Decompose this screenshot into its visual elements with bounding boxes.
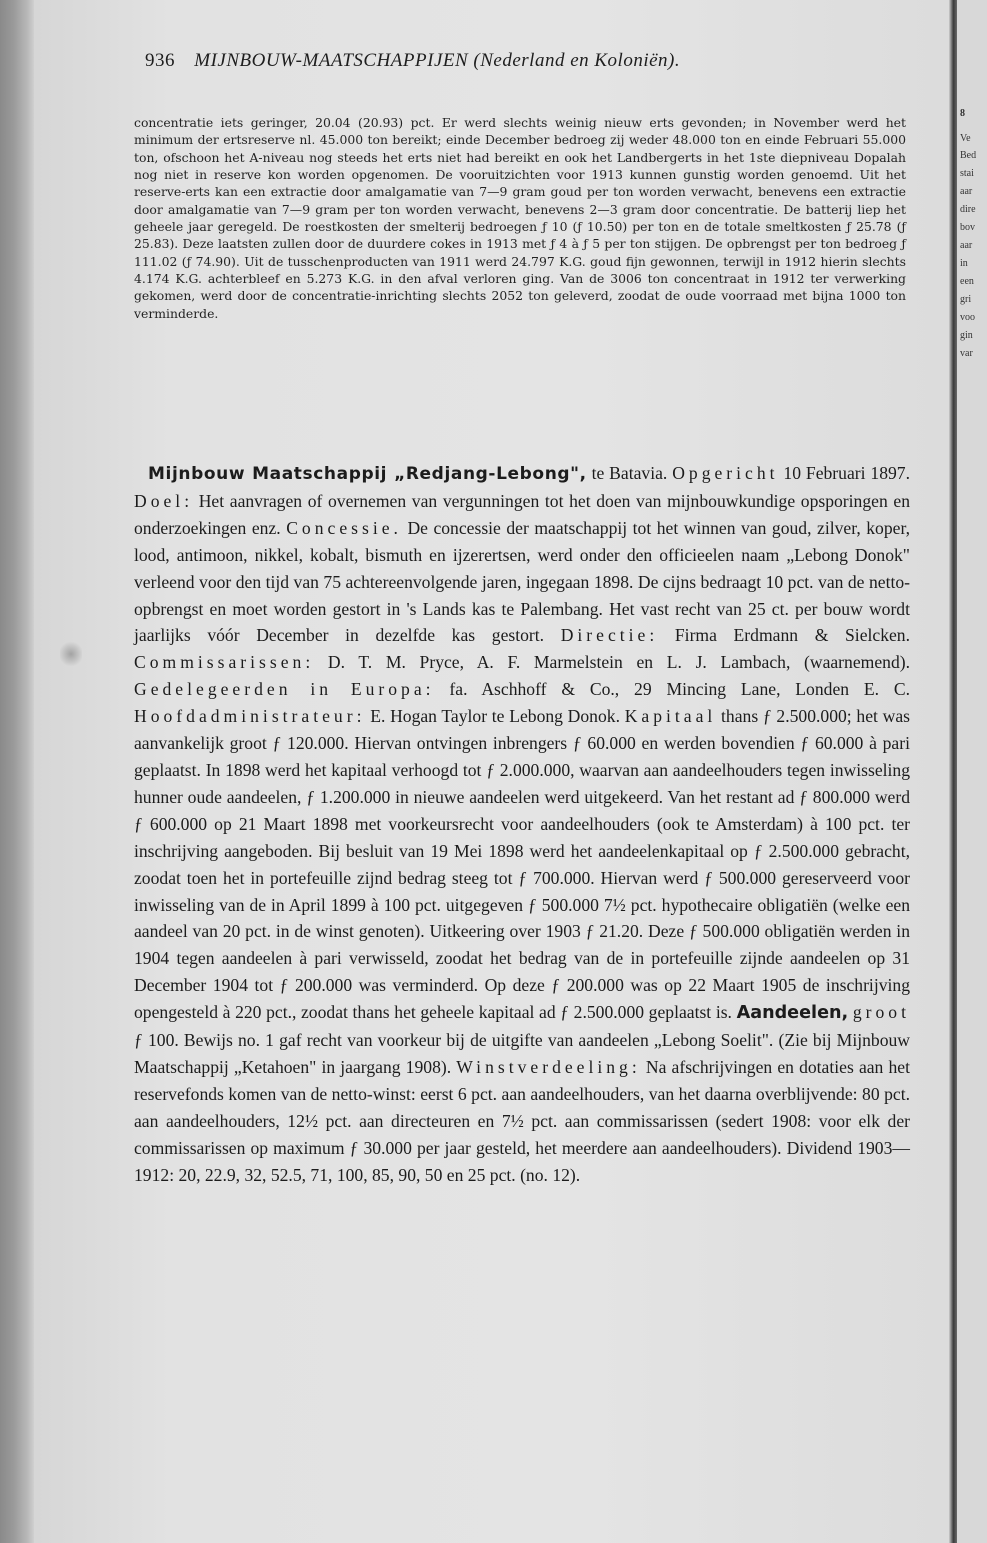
company-name: Mijnbouw Maatschappij „Redjang-Lebong",: [148, 464, 587, 484]
adjacent-fragment: Bed: [960, 150, 977, 161]
adjacent-fragment: voo: [960, 312, 975, 323]
label-gedelegeerden: Gedelegeerden in Europa:: [134, 679, 435, 700]
adjacent-fragment: stai: [960, 168, 974, 179]
running-title: MIJNBOUW-MAATSCHAPPIJEN (Nederland en Koloniën).: [194, 50, 681, 71]
company-location: te Batavia.: [586, 463, 668, 483]
adjacent-fragment: 8: [960, 108, 965, 119]
adjacent-page-edge: [957, 0, 987, 1543]
label-aandeelen: Aandeelen,: [736, 1003, 849, 1024]
page-number: 936: [145, 50, 175, 71]
label-groot: groot: [852, 1002, 910, 1023]
text-doel: Het aanvragen of overnemen van vergunningen tot het doen van mijnbouwkundige opsporingen en onderzoekingen enz.: [134, 490, 910, 538]
label-commissarissen: Commissarissen:: [134, 652, 315, 673]
text-commissarissen: D. T. M. Pryce, A. F. Marmelstein en L. J. Lambach, (waarnemend).: [314, 652, 910, 673]
adjacent-fragment: aar: [960, 186, 973, 197]
ink-smudge: [60, 640, 82, 668]
label-doel: Doel:: [134, 490, 194, 511]
company-entry: [134, 460, 910, 1188]
label-opgericht: Opgericht: [672, 463, 779, 483]
label-kapitaal: Kapitaal: [624, 706, 717, 727]
text-winstverdeeling: Na afschrijvingen en dotaties aan het reservefonds komen van de netto-winst: eerst 6 pct. aan aandeelhouders, van het daarna overblijvende: 80 pct. aan aandeelhouders, 12½ pct. aan directeuren en 7½ pct. aan commissarissen (sedert 1908: voor elk der commissarissen op maximum ƒ 30.000 per jaar gesteld, het meerdere aan aandeelhouders). Dividend 1903—1912: 20, 22.9, 32, 52.5, 71, 100, 85, 90, 50 en 25 pct. (no. 12).: [134, 1056, 910, 1185]
previous-entry-paragraph: concentratie iets geringer, 20.04 (20.93) pct. Er werd slechts weinig nieuw erts gevonden; in November werd het minimum der ertsreserve nl. 45.000 ton bereikt; einde December bedroeg zij weder 48.000 ton en einde Februari 55.000 ton, ofschoon het A-niveau nog steeds het erts niet had bereikt en ook het Landbergerts in het 1ste diepniveau Dopalah nog niet in reserve kon worden opgenomen. De vooruitzichten voor 1913 kunnen gunstig worden genoemd. Uit het reserve-erts kan een extractie door amalgamatie van 7—9 gram goud per ton worden verwacht, benevens een extractie door amalgamatie van 7—9 gram per ton worden verwacht, benevens 2—3 gram door concentratie. De batterij liep het geheele jaar geregeld. De roestkosten der smelterij bedroegen ƒ 10 (ƒ 10.50) per ton en de totale smeltkosten ƒ 25.78 (ƒ 25.83). Deze laatsten zullen door de duurdere cokes in 1913 met ƒ 4 à ƒ 5 per ton stijgen. De opbrengst per ton bedroeg ƒ 111.02 (ƒ 74.90). Uit de tusschenproducten van 1911 werd 24.797 K.G. goud fijn gewonnen, terwijl in 1912 hierin slechts 4.174 K.G. achterbleef en 5.273 K.G. in den afval verloren ging. Van de 3006 ton concentraat in 1912 ter verwerking gekomen, werd door de concentratie-inrichting slechts 2052 ton geleverd, zoodat de oude voorraad met bijna 1000 ton verminderde.: [134, 115, 906, 321]
adjacent-fragment: gin: [960, 330, 973, 341]
adjacent-fragment: Ve: [960, 133, 971, 144]
adjacent-fragment: aar: [960, 240, 973, 251]
adjacent-fragment: dire: [960, 204, 976, 215]
book-gutter-right: [949, 0, 957, 1543]
adjacent-fragment: bov: [960, 222, 975, 233]
label-directie: Directie:: [560, 625, 659, 646]
adjacent-fragment: gri: [960, 294, 972, 305]
running-header: [145, 50, 680, 72]
adjacent-fragment: var: [960, 348, 973, 359]
book-gutter-left: [0, 0, 34, 1543]
text-kapitaal: thans ƒ 2.500.000; het was aanvankelijk groot ƒ 120.000. Hiervan ontvingen inbrengers ƒ 60.000 en werden bovendien ƒ 60.000 à pari geplaatst. In 1898 werd het kapitaal verhoogd tot ƒ 2.000.000, waarvan aan aandeelhouders tegen inwisseling hunner oude aandeelen, ƒ 1.200.000 in nieuwe aandeelen werd uitgekeerd. Van het restant ad ƒ 800.000 werd ƒ 600.000 op 21 Maart 1898 met voorkeursrecht voor aandeelhouders (ook te Amsterdam) à 100 pct. ter inschrijving aangeboden. Bij besluit van 19 Mei 1898 werd het aandeelenkapitaal op ƒ 2.500.000 gebracht, zoodat toen het in portefeuille zijnd bedrag steeg tot ƒ 700.000. Hiervan werd ƒ 500.000 gereserveerd voor inwisseling van de in April 1899 à 100 pct. uitgegeven ƒ 500.000 7½ pct. hypothecaire obligatiën (welke een aandeel van 20 pct. in de winst genoten). Uitkeering over 1903 ƒ 21.20. Deze ƒ 500.000 obligatiën werden in 1904 tegen aandeelen à pari verwisseld, zoodat het bedrag van de in portefeuille zijnde aandeelen op 31 December 1904 tot ƒ 200.000 was verminderd. Op deze ƒ 200.000 was op 22 Maart 1905 de inschrijving opengesteld à 220 pct., zoodat thans het geheele kapitaal ad ƒ 2.500.000 geplaatst is.: [134, 706, 911, 1023]
text-hoofdadministrateur: E. Hogan Taylor te Lebong Donok.: [365, 706, 625, 727]
label-winstverdeeling: Winstverdeeling:: [456, 1056, 641, 1077]
adjacent-fragment: in: [960, 258, 968, 269]
text-opgericht: 10 Februari 1897.: [778, 463, 910, 483]
label-hoofdadministrateur: Hoofdadministrateur:: [134, 706, 366, 727]
adjacent-fragment: een: [960, 276, 974, 287]
label-concessie: Concessie.: [286, 517, 402, 538]
text-concessie: De concessie der maatschappij tot het winnen van goud, zilver, koper, lood, antimoon, nikkel, kobalt, bismuth en ijzerertsen, werd onder den officieelen naam „Lebong Donok" verleend voor den tijd van 75 achtereenvolgende jaren, ingegaan 1898. De cijns bedraagt 10 pct. van de netto-opbrengst en moet worden gestort in 's Lands kas te Palembang. Het vast recht van 25 ct. per bouw wordt jaarlijks vóór December in dezelfde kas gestort.: [134, 517, 911, 646]
text-directie: Firma Erdmann & Sielcken.: [658, 625, 910, 646]
previous-entry-text: [134, 114, 906, 322]
text-gedelegeerden: fa. Aschhoff & Co., 29 Mincing Lane, Londen E. C.: [434, 679, 911, 700]
text-aandeelen: ƒ 100. Bewijs no. 1 gaf recht van voorkeur bij de uitgifte van aandeelen „Lebong Soelit". (Zie bij Mijnbouw Maatschappij „Ketahoen" in jaargang 1908).: [134, 1030, 910, 1077]
